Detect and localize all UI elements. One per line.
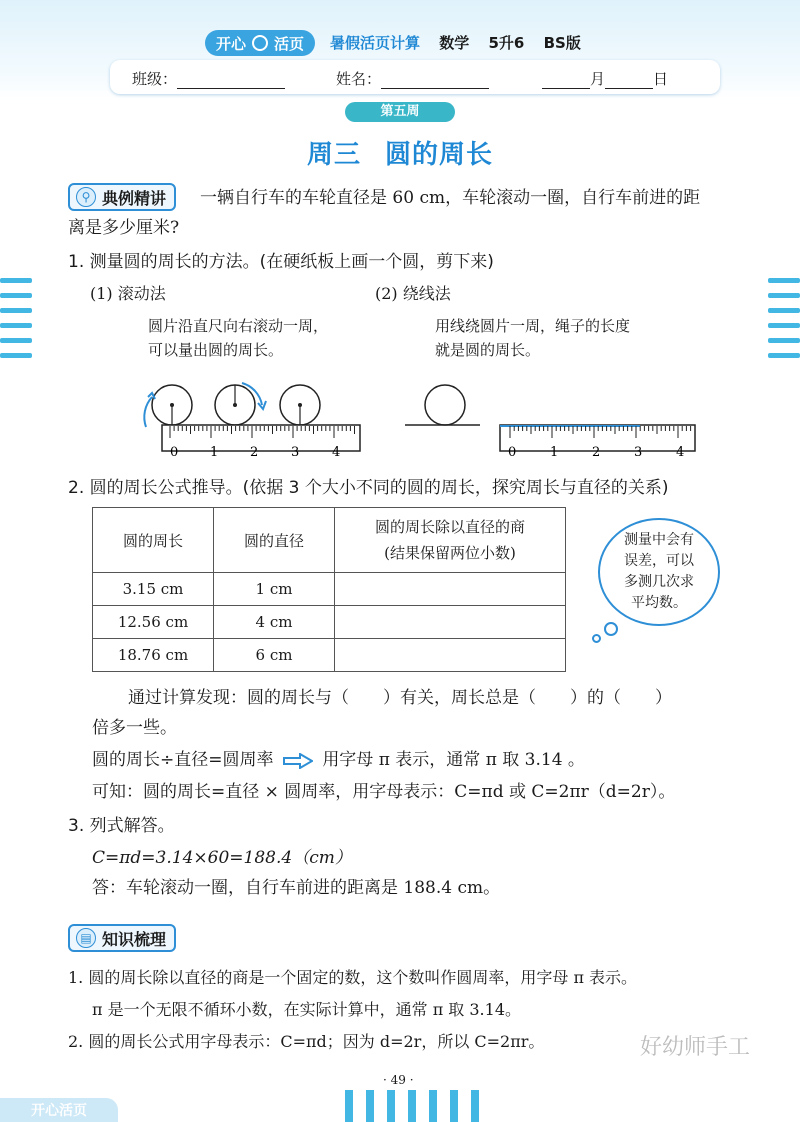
method2-desc-2: 就是圆的周长。: [435, 341, 541, 359]
tip-line-2: 误差，可以: [624, 553, 694, 569]
roll-arrow-left-icon: [144, 397, 152, 427]
edition: BS版: [543, 34, 581, 52]
day-blank[interactable]: [605, 74, 653, 89]
bottom-stripes: [345, 1090, 479, 1122]
logo-ring-icon: [252, 35, 268, 51]
ruler-right-label-1: 1: [550, 445, 559, 460]
logo-text-right: 活页: [274, 34, 305, 53]
ruler-right-label-4: 4: [676, 445, 685, 460]
example-text-line2: 离是多少厘米?: [68, 218, 180, 238]
name-label: 姓名：: [336, 70, 382, 88]
grade: 5升6: [488, 34, 525, 52]
method2-label: (2) 绕线法: [375, 284, 451, 303]
ruler-left-label-1: 1: [210, 445, 219, 460]
title-day: 周三: [306, 140, 361, 170]
day-label: 日: [653, 70, 669, 88]
brand-logo: [205, 30, 315, 56]
class-label: 班级：: [132, 70, 178, 88]
example-tag: [68, 183, 176, 211]
week-badge: 第五周: [345, 102, 455, 122]
method1-label: (1) 滚动法: [90, 284, 166, 303]
formula-line: 可知：圆的周长=直径 × 圆周率，用字母表示：C=πd 或 C=2πr（d=2r）。: [92, 782, 676, 802]
table-row: [93, 573, 566, 606]
name-field: [336, 68, 489, 89]
student-info-bar: [110, 60, 720, 94]
header-quotient-line1: 圆的周长除以直径的商: [374, 518, 525, 536]
ruler-left-label-2: 2: [250, 445, 259, 460]
cell-circumference: 3.15 cm: [93, 573, 214, 606]
knowledge-tag: [68, 924, 176, 952]
table-header-row: [93, 508, 566, 573]
series-info: [330, 32, 595, 53]
step1-heading: 1. 测量圆的周长的方法。(在硬纸板上画一个圆，剪下来): [68, 252, 494, 272]
pi-line-a: 圆的周长÷直径=圆周率: [92, 750, 274, 770]
cell-quotient-blank[interactable]: [335, 639, 566, 672]
knowledge-tag-label: 知识梳理: [102, 929, 167, 949]
header-diameter: 圆的直径: [214, 508, 335, 573]
page-number: · 49 ·: [383, 1073, 414, 1087]
class-blank[interactable]: [177, 74, 285, 89]
ruler-right-label-2: 2: [592, 445, 601, 460]
method2-desc-1: 用线绕圆片一周，绳子的长度: [435, 317, 631, 335]
ruler-left-label-3: 3: [291, 445, 300, 460]
logo-text-left: 开心: [215, 34, 246, 53]
ruler-left-label-4: 4: [332, 445, 341, 460]
finding-line2: 倍多一些。: [92, 718, 177, 738]
table-row: [93, 639, 566, 672]
ruler-right: [500, 425, 695, 460]
table-row: [93, 606, 566, 639]
date-field: [542, 68, 668, 89]
tip-line-1: 测量中会有: [624, 532, 694, 548]
circumference-table: [92, 507, 566, 672]
bubble-dot-large: [604, 622, 618, 636]
cell-circumference: 18.76 cm: [93, 639, 214, 672]
name-blank[interactable]: [381, 74, 489, 89]
ruler-left: [162, 425, 360, 460]
cell-quotient-blank[interactable]: [335, 606, 566, 639]
month-blank[interactable]: [542, 74, 590, 89]
wrapped-circle: [425, 385, 465, 425]
cell-diameter: 1 cm: [214, 573, 335, 606]
right-edge-stripes: [768, 278, 800, 368]
header-quotient-line2: (结果保留两位小数): [384, 544, 516, 562]
footer-logo: 开心活页: [0, 1098, 118, 1122]
cell-circumference: 12.56 cm: [93, 606, 214, 639]
ruler-right-label-0: 0: [508, 445, 517, 460]
example-text-line1: 一辆自行车的车轮直径是 60 cm，车轮滚动一圈，自行车前进的距: [200, 188, 701, 208]
page-title: [0, 134, 800, 171]
cell-quotient-blank[interactable]: [335, 573, 566, 606]
subject: 数学: [439, 34, 470, 52]
knowledge-point2: 2. 圆的周长公式用字母表示：C=πd；因为 d=2r，所以 C=2πr。: [68, 1032, 545, 1051]
magnifier-icon: ⚲: [76, 187, 96, 207]
tip-line-4: 平均数。: [631, 595, 687, 611]
month-label: 月: [590, 70, 606, 88]
calc-line: C=πd=3.14×60=188.4（cm）: [92, 848, 352, 868]
left-edge-stripes: [0, 278, 32, 368]
pi-definition: [92, 748, 585, 772]
arrow-right-icon: [283, 753, 313, 769]
notebook-icon: ▤: [76, 928, 96, 948]
pi-line-b: 用字母 π 表示，通常 π 取 3.14 。: [322, 750, 585, 770]
example-tag-label: 典例精讲: [102, 188, 167, 208]
knowledge-point1-line1: 1. 圆的周长除以直径的商是一个固定的数，这个数叫作圆周率，用字母 π 表示。: [68, 968, 638, 987]
rolling-method-diagram: [130, 375, 370, 465]
ruler-right-label-3: 3: [634, 445, 643, 460]
cell-diameter: 4 cm: [214, 606, 335, 639]
thread-method-diagram: [400, 375, 700, 465]
step3-heading: 3. 列式解答。: [68, 816, 175, 836]
class-field: [132, 68, 285, 89]
header-circumference: 圆的周长: [93, 508, 214, 573]
knowledge-point1-line2: π 是一个无限不循环小数，在实际计算中，通常 π 取 3.14。: [92, 1000, 522, 1019]
tip-line-3: 多测几次求: [624, 574, 694, 590]
ruler-left-label-0: 0: [170, 445, 179, 460]
title-topic: 圆的周长: [385, 140, 494, 170]
bubble-dot-small: [592, 634, 601, 643]
series-name: 暑假活页计算: [330, 34, 421, 52]
method1-desc-2: 可以量出圆的周长。: [148, 341, 284, 359]
method1-desc-1: 圆片沿直尺向右滚动一周，: [148, 317, 329, 335]
cell-diameter: 6 cm: [214, 639, 335, 672]
tip-bubble: [598, 518, 720, 626]
step2-heading: 2. 圆的周长公式推导。(依据 3 个大小不同的圆的周长，探究周长与直径的关系): [68, 478, 669, 498]
header-quotient: [335, 508, 566, 573]
rolling-circles: [144, 383, 320, 427]
finding-line1: 通过计算发现：圆的周长与（ ）有关，周长总是（ ）的（ ）: [128, 688, 672, 708]
watermark: 好幼师手工: [640, 1035, 751, 1060]
answer-line: 答：车轮滚动一圈，自行车前进的距离是 188.4 cm。: [92, 878, 501, 898]
